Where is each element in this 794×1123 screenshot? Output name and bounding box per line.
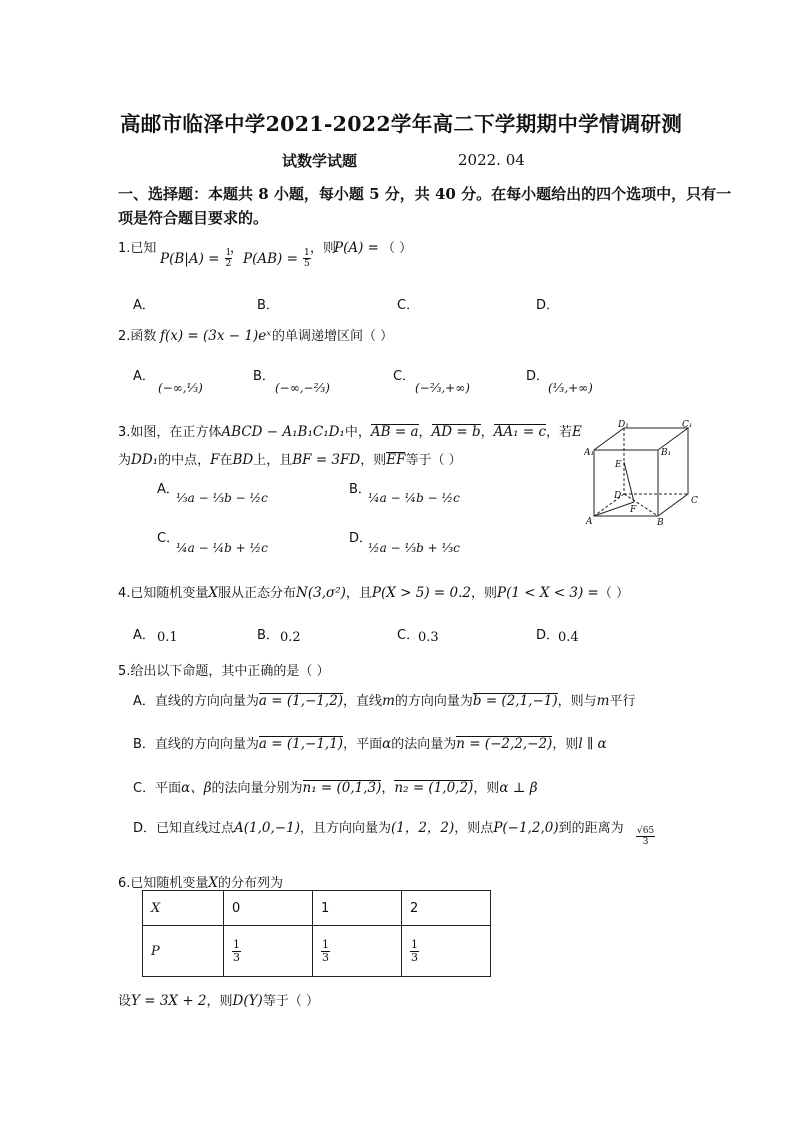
q2-option-d-value: (⅓,+∞) bbox=[548, 381, 593, 395]
label-a1: A₁ bbox=[584, 448, 595, 458]
q3-line1: 3.如图，在正方体ABCD − A₁B₁C₁D₁中，AB = a，AD = b，AA₁ = c，若E bbox=[118, 424, 582, 440]
q6-stem: 6.已知随机变量X的分布列为 bbox=[118, 875, 284, 891]
q1-condition-2 bbox=[243, 248, 311, 269]
section-heading-line2: 项是符合题目要求的。 bbox=[118, 209, 269, 227]
table-header-1: 1 bbox=[313, 891, 402, 926]
table-cell-p1: $\frac{1}{3}$ bbox=[313, 926, 402, 977]
cube-right-face bbox=[658, 428, 688, 516]
exam-date: 2022. 04 bbox=[458, 151, 525, 169]
segment-ef bbox=[624, 462, 634, 502]
q3-option-d-value: ½a − ⅓b + ⅓c bbox=[368, 541, 460, 555]
q3-point-f: F bbox=[210, 452, 220, 468]
cube-figure bbox=[584, 418, 700, 532]
segment-af bbox=[594, 502, 634, 516]
q2-option-b-value: (−∞,−⅔) bbox=[275, 381, 330, 395]
q1-condition-1 bbox=[160, 248, 232, 269]
q4-x: X bbox=[208, 585, 219, 601]
q4-option-a: A． bbox=[133, 628, 155, 643]
q3-vector-ef: EF bbox=[386, 452, 406, 468]
table-cell-p0: $\frac{1}{3}$ bbox=[224, 926, 313, 977]
q2-option-a-value: (−∞,⅓) bbox=[158, 381, 203, 395]
section-heading-line1: 一、选择题：本题共 8 小题，每小题 5 分，共 40 分。在每小题给出的四个选项中，只有一 bbox=[118, 185, 732, 203]
table-header-2: 2 bbox=[402, 891, 491, 926]
q4-option-d: D． bbox=[536, 628, 560, 643]
q3-dd1: DD₁ bbox=[131, 452, 159, 468]
q4-target: P(1 < X < 3) = bbox=[497, 585, 599, 601]
q2-option-c: C． bbox=[393, 369, 416, 384]
q4-option-b-value: 0.2 bbox=[280, 630, 301, 645]
label-d1: D₁ bbox=[618, 420, 629, 430]
cube-top-face bbox=[594, 428, 688, 450]
q5-stem: 5.给出以下命题，其中正确的是（ ） bbox=[118, 664, 330, 679]
q1-cond1-expr: P(B|A) = bbox=[160, 251, 220, 267]
q4-line: 4.已知随机变量X服从正态分布N(3,σ²)，且P(X > 5) = 0.2，则P(1 < X < 3) =（ ） bbox=[118, 585, 629, 601]
label-d: D bbox=[614, 491, 622, 501]
q1-option-c: C． bbox=[397, 298, 420, 313]
label-b: B bbox=[657, 518, 664, 528]
exam-subtitle: 试数学试题 bbox=[282, 152, 358, 170]
q4-option-d-value: 0.4 bbox=[558, 630, 579, 645]
q3-option-a-value: ⅓a − ⅓b − ½c bbox=[176, 491, 268, 505]
q1-cond2-fraction: $\frac{1}{5}$ bbox=[303, 248, 310, 269]
q2-prefix: 2.函数 bbox=[118, 329, 157, 344]
q4-condition: P(X > 5) = 0.2 bbox=[371, 585, 471, 601]
q4-option-c: C． bbox=[397, 628, 420, 643]
q4-option-c-value: 0.3 bbox=[418, 630, 439, 645]
cube-hidden-edges bbox=[594, 428, 688, 516]
q1-bracket: （ ） bbox=[382, 241, 413, 256]
q2-option-c-value: (−⅔,+∞) bbox=[415, 381, 470, 395]
table-cell-p2: $\frac{1}{3}$ bbox=[402, 926, 491, 977]
q5-option-b: B．直线的方向向量为a = (1,−1,1)，平面α的法向量为n = (−2,2,−2)，则l ∥ α bbox=[133, 736, 607, 752]
label-a: A bbox=[586, 517, 593, 527]
q3-option-a: A． bbox=[157, 482, 179, 497]
distribution-table bbox=[142, 890, 491, 977]
q3-vector-ad: AD = b bbox=[431, 424, 481, 440]
q6-followup: 设Y = 3X + 2，则D(Y)等于（ ） bbox=[118, 993, 319, 1009]
q2-option-d: D． bbox=[526, 369, 550, 384]
q5-option-c: C．平面α、β的法向量分别为n₁ = (0,1,3)，n₂ = (1,0,2)，则α ⊥ β bbox=[133, 780, 538, 796]
q3-condition: BF = 3FD bbox=[292, 452, 361, 468]
q3-point-e: E bbox=[572, 424, 582, 440]
q1-prefix: 1.已知 bbox=[118, 241, 157, 256]
table-header-0: 0 bbox=[224, 891, 313, 926]
q1-cond1-fraction: $\frac{1}{2}$ bbox=[225, 248, 232, 269]
exam-title: 高邮市临泽中学2021-2022学年高二下学期期中学情调研测 bbox=[120, 112, 683, 136]
q3-line2: 为DD₁的中点，F在BD上，且BF = 3FD，则EF等于（ ） bbox=[118, 452, 462, 468]
q2-option-b: B． bbox=[253, 369, 275, 384]
q6-equation: Y = 3X + 2 bbox=[131, 993, 207, 1009]
q3-vector-ab: AB = a bbox=[370, 424, 419, 440]
q3-bd: BD bbox=[232, 452, 254, 468]
q1-option-d: D． bbox=[536, 298, 560, 313]
q6-target: D(Y) bbox=[232, 993, 263, 1009]
label-c: C bbox=[691, 496, 698, 506]
q5-option-a: A．直线的方向向量为a = (1,−1,2)，直线m的方向向量为b = (2,1,−1)，则与m平行 bbox=[133, 693, 636, 709]
table-row-label-p: P bbox=[143, 926, 224, 977]
q5-d-fraction: $\frac{√65}{3}$ bbox=[637, 826, 655, 847]
q3-option-c-value: ¼a − ¼b + ½c bbox=[176, 541, 268, 555]
q1-separator: ， bbox=[230, 241, 244, 256]
q3-cube: ABCD − A₁B₁C₁D₁ bbox=[221, 424, 345, 440]
q1-option-a: A． bbox=[133, 298, 155, 313]
q2-suffix: 的单调递增区间（ ） bbox=[272, 329, 394, 344]
label-b1: B₁ bbox=[661, 448, 672, 458]
table-row bbox=[143, 926, 491, 977]
q1-cond2-expr: P(AB) = bbox=[243, 251, 298, 267]
q3-prefix: 3.如图，在正方体 bbox=[118, 425, 222, 440]
q3-ruo: ，若 bbox=[546, 425, 573, 440]
q3-option-c: C． bbox=[157, 531, 180, 546]
q2-option-a: A． bbox=[133, 369, 155, 384]
q5-option-d: D．已知直线过点A(1,0,−1)，且方向向量为(1，2，2)，则点P(−1,2,0)到的距离为 bbox=[133, 820, 624, 836]
label-f: F bbox=[630, 505, 637, 515]
label-e: E bbox=[615, 460, 622, 470]
table-row bbox=[143, 891, 491, 926]
q4-option-a-value: 0.1 bbox=[157, 630, 178, 645]
q1-target: P(A) = bbox=[334, 240, 379, 256]
q1-option-b: B． bbox=[257, 298, 279, 313]
q3-option-b: B． bbox=[349, 482, 371, 497]
q3-vector-aa1: AA₁ = c bbox=[493, 424, 547, 440]
q3-option-d: D． bbox=[349, 531, 373, 546]
q4-distribution: N(3,σ²) bbox=[296, 585, 346, 601]
q3-option-b-value: ¼a − ¼b − ½c bbox=[368, 491, 460, 505]
q3-mid: 中， bbox=[344, 425, 371, 440]
q4-option-b: B． bbox=[257, 628, 279, 643]
q2-function: f(x) = (3x − 1)eˣ bbox=[160, 328, 272, 344]
label-c1: C₁ bbox=[682, 420, 693, 430]
cube-front-face bbox=[594, 450, 658, 516]
q1-ask: ，则 bbox=[310, 241, 337, 256]
table-header-x: X bbox=[143, 891, 224, 926]
